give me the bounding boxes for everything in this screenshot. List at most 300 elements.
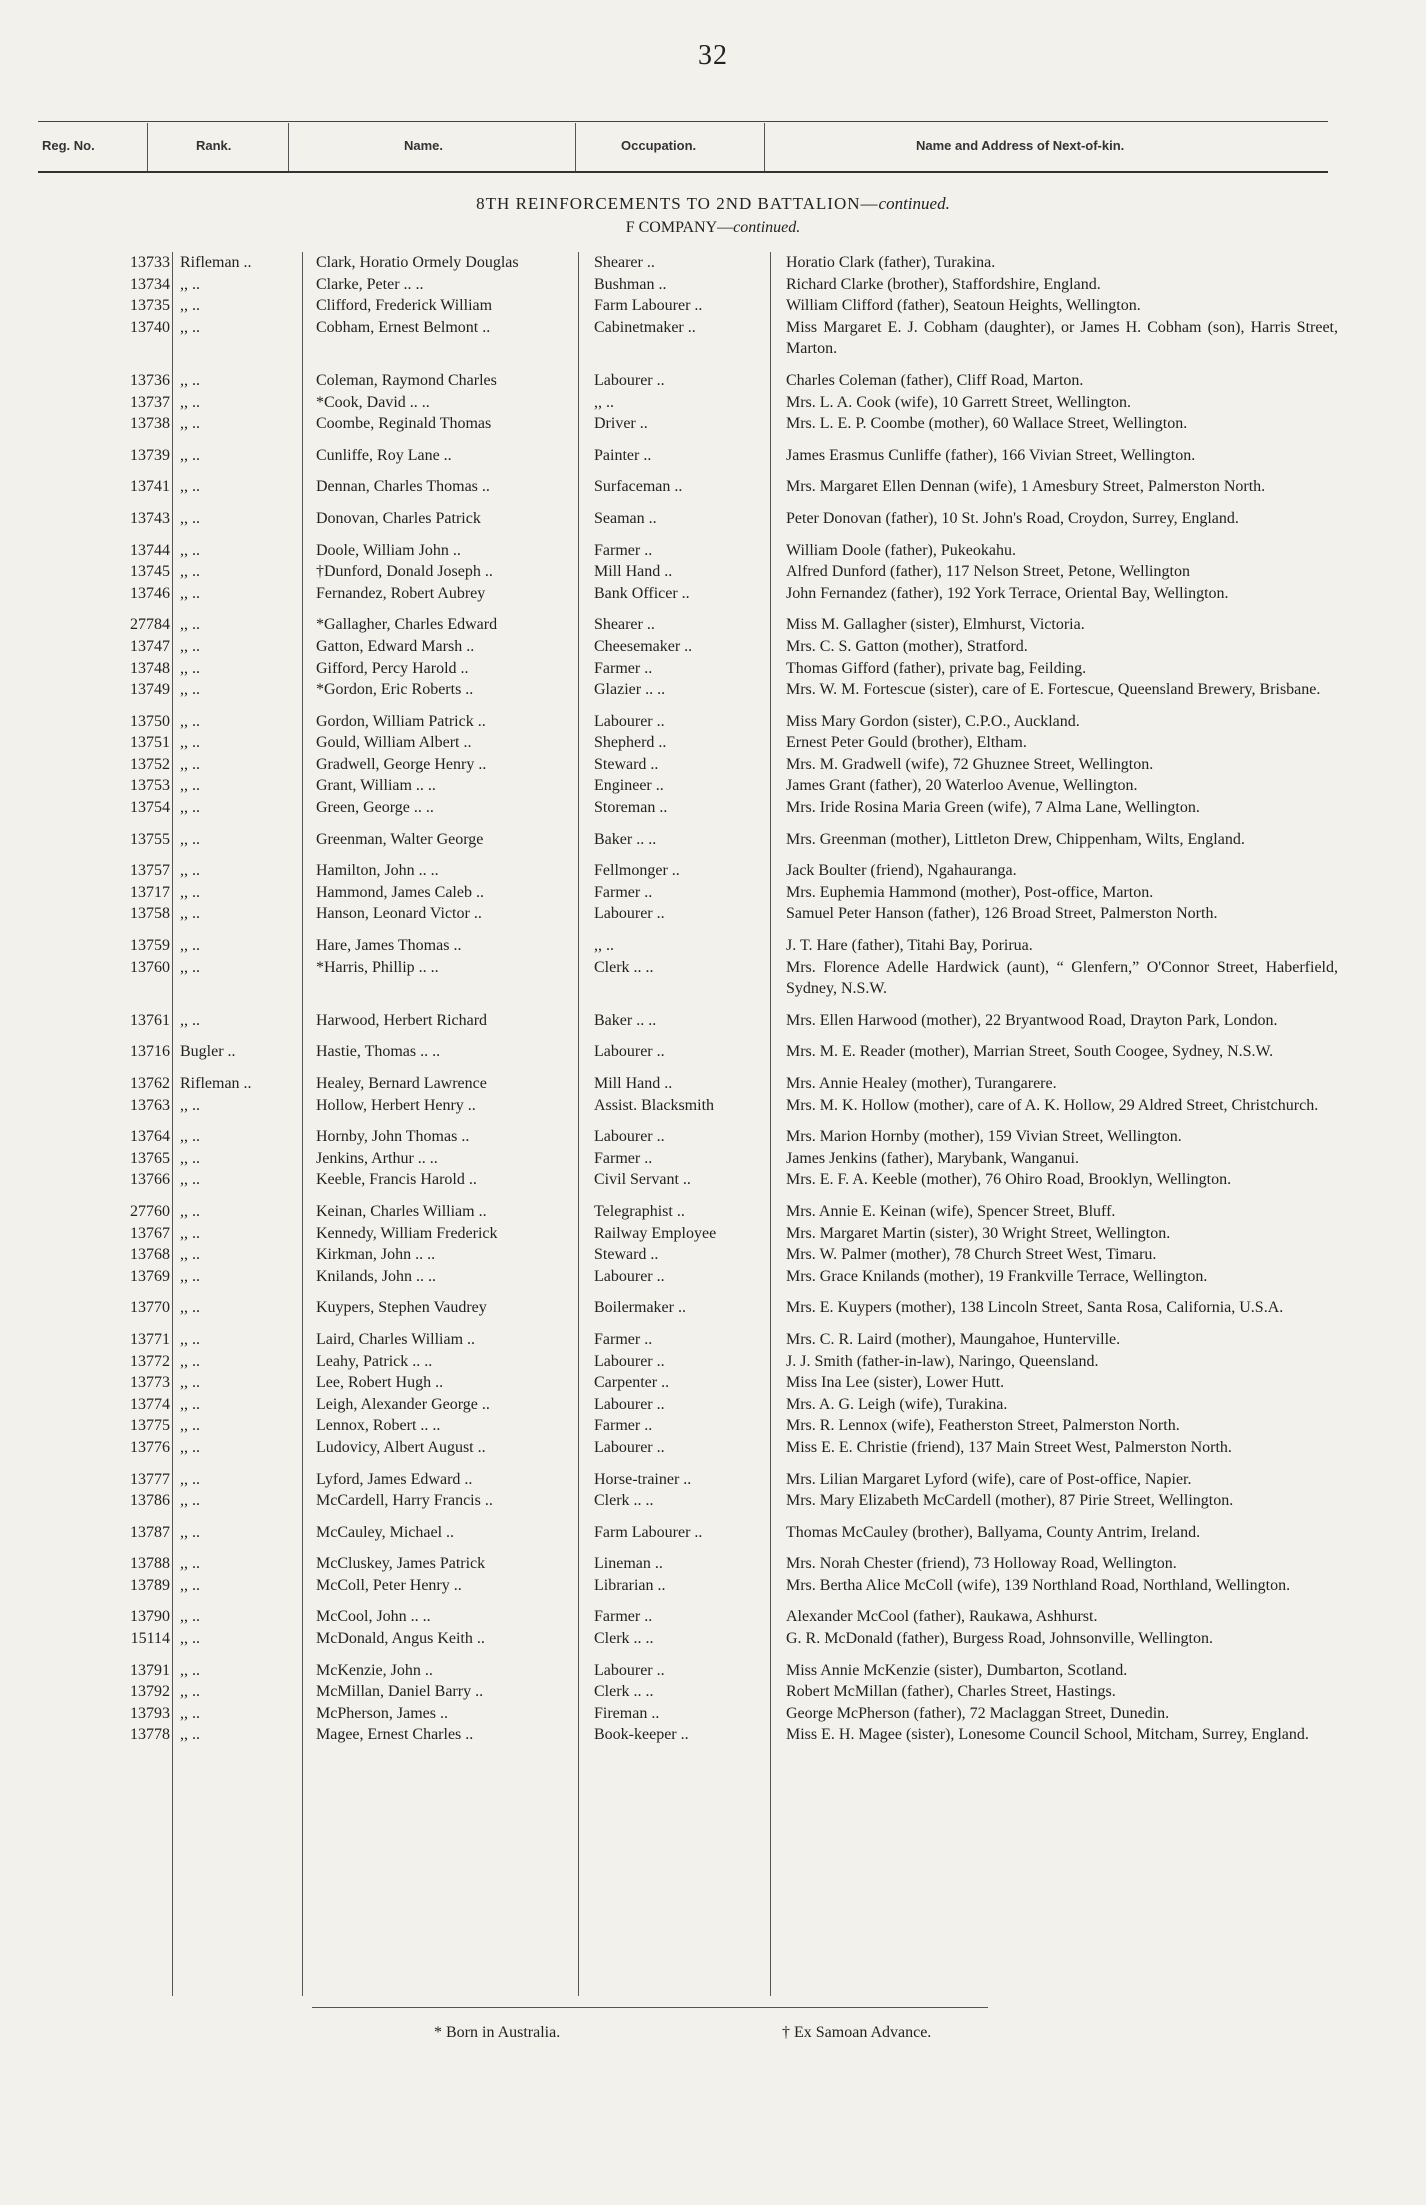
reg-no-cell: 13775 (130, 1417, 170, 1435)
next-of-kin-cell: J. T. Hare (father), Titahi Bay, Porirua. (786, 937, 1033, 955)
next-of-kin-cell: John Fernandez (father), 192 York Terrace, Oriental Bay, Wellington. (786, 584, 1229, 602)
name-cell: Clifford, Frederick William (316, 297, 493, 315)
table-row (0, 1703, 1426, 1725)
footnote-ex-samoan-advance: † Ex Samoan Advance. (782, 2024, 932, 2041)
column-divider (764, 123, 765, 171)
reg-no-cell: 13749 (130, 681, 170, 699)
rank-cell: ,, .. (180, 446, 200, 464)
next-of-kin-cell: Miss M. Gallagher (sister), Elmhurst, Victoria. (786, 616, 1085, 634)
name-cell: Hanson, Leonard Victor .. (316, 905, 482, 923)
rank-cell: ,, .. (180, 318, 200, 336)
name-cell: Leigh, Alexander George .. (316, 1395, 490, 1413)
name-cell: Fernandez, Robert Aubrey (316, 584, 486, 602)
name-cell: *Harris, Phillip .. .. (316, 958, 439, 976)
reg-no-cell: 13754 (130, 799, 170, 817)
occupation-cell: Baker .. .. (594, 830, 657, 848)
reg-no-cell: 13734 (130, 275, 170, 293)
reg-no-cell: 13792 (130, 1683, 170, 1701)
name-cell: Kirkman, John .. .. (316, 1246, 436, 1264)
table-row (0, 1628, 1426, 1650)
reg-no-cell: 13791 (130, 1661, 170, 1679)
header-reg-no: Reg. No. (42, 138, 95, 153)
rank-cell: ,, .. (180, 712, 200, 730)
table-row (0, 614, 1426, 636)
occupation-cell: Railway Employee (594, 1224, 717, 1242)
table-row (0, 1437, 1426, 1459)
next-of-kin-cell: James Grant (father), 20 Waterloo Avenue, Wellington. (786, 777, 1138, 795)
column-divider (147, 123, 148, 171)
header-next-of-kin: Name and Address of Next-of-kin. (916, 138, 1125, 153)
reg-no-cell: 13751 (130, 734, 170, 752)
next-of-kin-cell: Mrs. W. Palmer (mother), 78 Church Street West, Timaru. (786, 1246, 1157, 1264)
name-cell: Coombe, Reginald Thomas (316, 415, 492, 433)
occupation-cell: Surfaceman .. (594, 478, 683, 496)
rank-cell: ,, .. (180, 371, 200, 389)
rank-cell: ,, .. (180, 1330, 200, 1348)
rank-cell: ,, .. (180, 1417, 200, 1435)
name-cell: Knilands, John .. .. (316, 1267, 436, 1285)
occupation-cell: Farmer .. (594, 1608, 653, 1626)
next-of-kin-cell: Mrs. Marion Hornby (mother), 159 Vivian Street, Wellington. (786, 1128, 1182, 1146)
reg-no-cell: 13737 (130, 393, 170, 411)
reg-no-cell: 13745 (130, 563, 170, 581)
name-cell: McPherson, James .. (316, 1704, 448, 1722)
reg-no-cell: 13768 (130, 1246, 170, 1264)
next-of-kin-cell: Miss Margaret E. J. Cobham (daughter), or James H. Cobham (son), Harris Street, Marton. (786, 318, 1338, 358)
next-of-kin-cell: Miss E. E. Christie (friend), 137 Main Street West, Palmerston North. (786, 1438, 1232, 1456)
occupation-cell: Farmer .. (594, 883, 653, 901)
next-of-kin-cell: Mrs. Iride Rosina Maria Green (wife), 7 Alma Lane, Wellington. (786, 799, 1200, 817)
next-of-kin-cell: Mrs. Annie E. Keinan (wife), Spencer Street, Bluff. (786, 1202, 1116, 1220)
name-cell: Lee, Robert Hugh .. (316, 1374, 444, 1392)
rank-cell: ,, .. (180, 830, 200, 848)
table-row (0, 317, 1426, 360)
header-rule-bottom (38, 171, 1328, 173)
rank-cell: ,, .. (180, 862, 200, 880)
occupation-cell: Shearer .. (594, 254, 655, 271)
next-of-kin-cell: Peter Donovan (father), 10 St. John's Road, Croydon, Surrey, England. (786, 509, 1239, 527)
reg-no-cell: 13787 (130, 1523, 170, 1541)
rank-cell: ,, .. (180, 509, 200, 527)
name-cell: Magee, Ernest Charles .. (316, 1726, 474, 1744)
rank-cell: ,, .. (180, 1661, 200, 1679)
occupation-cell: Fellmonger .. (594, 862, 680, 880)
company-continued: continued. (733, 219, 801, 236)
table-row (0, 1469, 1426, 1491)
reg-no-cell: 13762 (130, 1075, 170, 1092)
occupation-cell: Assist. Blacksmith (594, 1096, 715, 1114)
company-subtitle (0, 219, 1426, 237)
reg-no-cell: 13789 (130, 1576, 170, 1594)
next-of-kin-cell: Mrs. M. K. Hollow (mother), care of A. K. Hollow, 29 Aldred Street, Christchurch. (786, 1096, 1319, 1114)
rank-cell: ,, .. (180, 905, 200, 923)
next-of-kin-cell: Mrs. Euphemia Hammond (mother), Post-office, Marton. (786, 883, 1154, 901)
table-row (0, 711, 1426, 733)
table-row (0, 1041, 1426, 1063)
name-cell: *Gallagher, Charles Edward (316, 616, 498, 634)
occupation-cell: Bushman .. (594, 275, 667, 293)
occupation-cell: Steward .. (594, 1246, 659, 1264)
header-name: Name. (404, 138, 444, 153)
next-of-kin-cell: Mrs. E. Kuypers (mother), 138 Lincoln Street, Santa Rosa, California, U.S.A. (786, 1299, 1284, 1317)
next-of-kin-cell: Mrs. A. G. Leigh (wife), Turakina. (786, 1395, 1008, 1413)
occupation-cell: Cabinetmaker .. (594, 318, 696, 336)
reg-no-cell: 13757 (130, 862, 170, 880)
next-of-kin-cell: Mrs. C. S. Gatton (mother), Stratford. (786, 637, 1028, 655)
reg-no-cell: 13771 (130, 1330, 170, 1348)
reg-no-cell: 13770 (130, 1299, 170, 1317)
reg-no-cell: 13743 (130, 509, 170, 527)
table-row (0, 1415, 1426, 1437)
table-row (0, 1223, 1426, 1245)
reg-no-cell: 13788 (130, 1555, 170, 1573)
reg-no-cell: 13752 (130, 755, 170, 773)
next-of-kin-cell: G. R. McDonald (father), Burgess Road, Johnsonville, Wellington. (786, 1630, 1213, 1648)
next-of-kin-cell: Miss Mary Gordon (sister), C.P.O., Auckland. (786, 712, 1080, 730)
reg-no-cell: 13736 (130, 371, 170, 389)
occupation-cell: Clerk .. .. (594, 958, 654, 976)
occupation-cell: Book-keeper .. (594, 1726, 689, 1744)
occupation-cell: ,, .. (594, 937, 614, 955)
occupation-cell: Lineman .. (594, 1555, 663, 1573)
reg-no-cell: 13769 (130, 1267, 170, 1285)
name-cell: Hornby, John Thomas .. (316, 1128, 470, 1146)
page-number: 32 (698, 40, 728, 71)
occupation-cell: Labourer .. (594, 712, 665, 730)
rank-cell: ,, .. (180, 616, 200, 634)
rank-cell: ,, .. (180, 1011, 200, 1029)
table-row (0, 1522, 1426, 1544)
table-row (0, 1169, 1426, 1191)
rank-cell: ,, .. (180, 1576, 200, 1594)
rank-cell: ,, .. (180, 1149, 200, 1167)
occupation-cell: Storeman .. (594, 799, 668, 817)
rank-cell: ,, .. (180, 563, 200, 581)
occupation-cell: Mill Hand .. (594, 1075, 673, 1092)
table-row (0, 1126, 1426, 1148)
name-cell: Gatton, Edward Marsh .. (316, 637, 475, 655)
rank-cell: ,, .. (180, 1096, 200, 1114)
reg-no-cell: 13758 (130, 905, 170, 923)
table-row (0, 583, 1426, 605)
next-of-kin-cell: Alfred Dunford (father), 117 Nelson Street, Petone, Wellington (786, 563, 1190, 581)
rank-cell: ,, .. (180, 1704, 200, 1722)
name-cell: Gradwell, George Henry .. (316, 755, 487, 773)
reg-no-cell: 13773 (130, 1374, 170, 1392)
rank-cell: ,, .. (180, 637, 200, 655)
reg-no-cell: 13738 (130, 415, 170, 433)
next-of-kin-cell: Horatio Clark (father), Turakina. (786, 254, 996, 271)
next-of-kin-cell: Mrs. W. M. Fortescue (sister), care of E. Fortescue, Queensland Brewery, Brisbane. (786, 681, 1321, 699)
table-row (0, 797, 1426, 819)
occupation-cell: Labourer .. (594, 1352, 665, 1370)
reg-no-cell: 13716 (130, 1043, 170, 1061)
reg-no-cell: 13740 (130, 318, 170, 336)
next-of-kin-cell: Jack Boulter (friend), Ngahauranga. (786, 862, 1017, 880)
reg-no-cell: 13772 (130, 1352, 170, 1370)
reg-no-cell: 13765 (130, 1149, 170, 1167)
rank-cell: ,, .. (180, 755, 200, 773)
footnote-rule (312, 2007, 988, 2008)
reg-no-cell: 13744 (130, 541, 170, 559)
header-rank: Rank. (196, 138, 232, 153)
occupation-cell: Seaman .. (594, 509, 657, 527)
rank-cell: ,, .. (180, 1470, 200, 1488)
next-of-kin-cell: Mrs. Lilian Margaret Lyford (wife), care of Post-office, Napier. (786, 1470, 1192, 1488)
name-cell: Gould, William Albert .. (316, 734, 472, 752)
rank-cell: ,, .. (180, 883, 200, 901)
table-row (0, 540, 1426, 562)
name-cell: Cobham, Ernest Belmont .. (316, 318, 491, 336)
rank-cell: ,, .. (180, 1555, 200, 1573)
next-of-kin-cell: Mrs. M. E. Reader (mother), Marrian Street, South Coogee, Sydney, N.S.W. (786, 1043, 1274, 1061)
table-row (0, 508, 1426, 530)
reg-no-cell: 13777 (130, 1470, 170, 1488)
name-cell: Gifford, Percy Harold .. (316, 659, 469, 677)
next-of-kin-cell: J. J. Smith (father-in-law), Naringo, Queensland. (786, 1352, 1099, 1370)
occupation-cell: Labourer .. (594, 1267, 665, 1285)
next-of-kin-cell: Miss Ina Lee (sister), Lower Hutt. (786, 1374, 1005, 1392)
next-of-kin-cell: Charles Coleman (father), Cliff Road, Marton. (786, 371, 1084, 389)
table-row (0, 829, 1426, 851)
rank-cell: ,, .. (180, 393, 200, 411)
name-cell: McCauley, Michael .. (316, 1523, 455, 1541)
occupation-cell: Clerk .. .. (594, 1492, 654, 1510)
table-row (0, 1266, 1426, 1288)
reg-no-cell: 13766 (130, 1171, 170, 1189)
reg-no-cell: 13764 (130, 1128, 170, 1146)
occupation-cell: Engineer .. (594, 777, 664, 795)
reg-no-cell: 13776 (130, 1438, 170, 1456)
occupation-cell: Baker .. .. (594, 1011, 657, 1029)
rank-cell: ,, .. (180, 1726, 200, 1744)
table-row (0, 1575, 1426, 1597)
rank-cell: ,, .. (180, 1438, 200, 1456)
next-of-kin-cell: Thomas McCauley (brother), Ballyama, County Antrim, Ireland. (786, 1523, 1201, 1541)
occupation-cell: Carpenter .. (594, 1374, 670, 1392)
rank-cell: Rifleman .. (180, 254, 252, 271)
reg-no-cell: 13760 (130, 958, 170, 976)
rank-cell: Bugler .. (180, 1043, 236, 1061)
next-of-kin-cell: George McPherson (father), 72 Maclaggan Street, Dunedin. (786, 1704, 1170, 1722)
table-row (0, 1201, 1426, 1223)
occupation-cell: Labourer .. (594, 1438, 665, 1456)
next-of-kin-cell: Mrs. Margaret Martin (sister), 30 Wright Street, Wellington. (786, 1224, 1171, 1242)
rank-cell: ,, .. (180, 958, 200, 976)
rank-cell: ,, .. (180, 799, 200, 817)
occupation-cell: Glazier .. .. (594, 681, 666, 699)
table-row (0, 1606, 1426, 1628)
rank-cell: ,, .. (180, 1492, 200, 1510)
name-cell: McColl, Peter Henry .. (316, 1576, 462, 1594)
name-cell: McDonald, Angus Keith .. (316, 1630, 485, 1648)
occupation-cell: Librarian .. (594, 1576, 666, 1594)
footnote-born-in-australia: * Born in Australia. (434, 2024, 561, 2041)
table-row (0, 370, 1426, 392)
name-cell: Harwood, Herbert Richard (316, 1011, 488, 1029)
rank-cell: ,, .. (180, 1374, 200, 1392)
reg-no-cell: 13733 (130, 254, 170, 271)
name-cell: Green, George .. .. (316, 799, 434, 817)
next-of-kin-cell: Mrs. Greenman (mother), Littleton Drew, Chippenham, Wilts, England. (786, 830, 1245, 848)
next-of-kin-cell: Mrs. L. A. Cook (wife), 10 Garrett Street, Wellington. (786, 393, 1132, 411)
name-cell: Gordon, William Patrick .. (316, 712, 486, 730)
occupation-cell: Farmer .. (594, 659, 653, 677)
table-row (0, 1244, 1426, 1266)
next-of-kin-cell: Ernest Peter Gould (brother), Eltham. (786, 734, 1027, 752)
table-row (0, 1394, 1426, 1416)
rank-cell: ,, .. (180, 777, 200, 795)
occupation-cell: Bank Officer .. (594, 584, 690, 602)
table-row (0, 636, 1426, 658)
next-of-kin-cell: William Doole (father), Pukeokahu. (786, 541, 1016, 559)
table-row (0, 561, 1426, 583)
occupation-cell: Shepherd .. (594, 734, 667, 752)
occupation-cell: Clerk .. .. (594, 1630, 654, 1648)
rank-cell: Rifleman .. (180, 1075, 252, 1092)
occupation-cell: Farmer .. (594, 1330, 653, 1348)
rank-cell: ,, .. (180, 734, 200, 752)
header-occupation: Occupation. (621, 138, 697, 153)
name-cell: Leahy, Patrick .. .. (316, 1352, 433, 1370)
reg-no-cell: 13774 (130, 1395, 170, 1413)
next-of-kin-cell: Mrs. M. Gradwell (wife), 72 Ghuznee Street, Wellington. (786, 755, 1154, 773)
reg-no-cell: 13717 (130, 883, 170, 901)
reg-no-cell: 13755 (130, 830, 170, 848)
table-row (0, 1095, 1426, 1117)
occupation-cell: Civil Servant .. (594, 1171, 691, 1189)
next-of-kin-cell: Mrs. Margaret Ellen Dennan (wife), 1 Amesbury Street, Palmerston North. (786, 478, 1266, 496)
table-row (0, 295, 1426, 317)
occupation-cell: Farmer .. (594, 1149, 653, 1167)
next-of-kin-cell: Mrs. Bertha Alice McColl (wife), 139 Northland Road, Northland, Wellington. (786, 1576, 1291, 1594)
name-cell: Clark, Horatio Ormely Douglas (316, 254, 519, 271)
rank-cell: ,, .. (180, 1608, 200, 1626)
rank-cell: ,, .. (180, 1224, 200, 1242)
occupation-cell: Shearer .. (594, 616, 655, 634)
rank-cell: ,, .. (180, 1202, 200, 1220)
occupation-cell: Painter .. (594, 446, 652, 464)
next-of-kin-cell: James Jenkins (father), Marybank, Wanganui. (786, 1149, 1079, 1167)
table-row (0, 1297, 1426, 1319)
next-of-kin-cell: Alexander McCool (father), Raukawa, Ashhurst. (786, 1608, 1098, 1626)
next-of-kin-cell: Mrs. L. E. P. Coombe (mother), 60 Wallace Street, Wellington. (786, 415, 1188, 433)
name-cell: Kuypers, Stephen Vaudrey (316, 1299, 487, 1317)
name-cell: Healey, Bernard Lawrence (316, 1075, 487, 1092)
rank-cell: ,, .. (180, 415, 200, 433)
reg-no-cell: 13778 (130, 1726, 170, 1744)
name-cell: Dennan, Charles Thomas .. (316, 478, 490, 496)
occupation-cell: Labourer .. (594, 371, 665, 389)
occupation-cell: Fireman .. (594, 1704, 660, 1722)
table-row (0, 754, 1426, 776)
name-cell: Coleman, Raymond Charles (316, 371, 497, 389)
name-cell: McCardell, Harry Francis .. (316, 1492, 493, 1510)
table-row (0, 882, 1426, 904)
occupation-cell: Driver .. (594, 415, 648, 433)
occupation-cell: Mill Hand .. (594, 563, 673, 581)
rank-cell: ,, .. (180, 681, 200, 699)
table-row (0, 1351, 1426, 1373)
company-name: F COMPANY— (625, 219, 734, 236)
reg-no-cell: 13759 (130, 937, 170, 955)
next-of-kin-cell: Mrs. C. R. Laird (mother), Maungahoe, Hunterville. (786, 1330, 1121, 1348)
next-of-kin-cell: William Clifford (father), Seatoun Heights, Wellington. (786, 297, 1141, 315)
table-row (0, 413, 1426, 435)
occupation-cell: Clerk .. .. (594, 1683, 654, 1701)
table-row (0, 1148, 1426, 1170)
name-cell: Hammond, James Caleb .. (316, 883, 484, 901)
occupation-cell: Boilermaker .. (594, 1299, 686, 1317)
reg-no-cell: 27760 (130, 1202, 170, 1220)
reg-no-cell: 15114 (130, 1630, 170, 1648)
table-row (0, 1490, 1426, 1512)
table-row (0, 476, 1426, 498)
reg-no-cell: 13746 (130, 584, 170, 602)
name-cell: Cunliffe, Roy Lane .. (316, 446, 452, 464)
reg-no-cell: 13753 (130, 777, 170, 795)
name-cell: Clarke, Peter .. .. (316, 275, 424, 293)
name-cell: Jenkins, Arthur .. .. (316, 1149, 438, 1167)
next-of-kin-cell: Mrs. E. F. A. Keeble (mother), 76 Ohiro Road, Brooklyn, Wellington. (786, 1171, 1232, 1189)
occupation-cell: Labourer .. (594, 1661, 665, 1679)
column-divider (288, 123, 289, 171)
occupation-cell: Labourer .. (594, 1043, 665, 1061)
name-cell: Lennox, Robert .. .. (316, 1417, 441, 1435)
reg-no-cell: 13786 (130, 1492, 170, 1510)
next-of-kin-cell: Robert McMillan (father), Charles Street, Hastings. (786, 1683, 1116, 1701)
reg-no-cell: 27784 (130, 616, 170, 634)
name-cell: Hastie, Thomas .. .. (316, 1043, 441, 1061)
table-row (0, 1681, 1426, 1703)
name-cell: Keeble, Francis Harold .. (316, 1171, 477, 1189)
table-row (0, 252, 1426, 274)
next-of-kin-cell: Samuel Peter Hanson (father), 126 Broad Street, Palmerston North. (786, 905, 1218, 923)
next-of-kin-cell: James Erasmus Cunliffe (father), 166 Vivian Street, Wellington. (786, 446, 1196, 464)
reg-no-cell: 13767 (130, 1224, 170, 1242)
reg-no-cell: 13790 (130, 1608, 170, 1626)
rank-cell: ,, .. (180, 478, 200, 496)
next-of-kin-cell: Mrs. Florence Adelle Hardwick (aunt), “ Glenfern,” O'Connor Street, Haberfield, Sydney, N.S.W. (786, 958, 1338, 998)
reg-no-cell: 13747 (130, 637, 170, 655)
reg-no-cell: 13750 (130, 712, 170, 730)
name-cell: Kennedy, William Frederick (316, 1224, 498, 1242)
name-cell: †Dunford, Donald Joseph .. (316, 563, 493, 581)
occupation-cell: Cheesemaker .. (594, 637, 693, 655)
name-cell: Hamilton, John .. .. (316, 862, 439, 880)
rank-cell: ,, .. (180, 1246, 200, 1264)
table-row (0, 1073, 1426, 1095)
name-cell: McKenzie, John .. (316, 1661, 433, 1679)
next-of-kin-cell: Richard Clarke (brother), Staffordshire, England. (786, 275, 1101, 293)
section-title (0, 194, 1426, 214)
table-row (0, 445, 1426, 467)
name-cell: Greenman, Walter George (316, 830, 484, 848)
name-cell: McMillan, Daniel Barry .. (316, 1683, 484, 1701)
rank-cell: ,, .. (180, 541, 200, 559)
next-of-kin-cell: Thomas Gifford (father), private bag, Feilding. (786, 659, 1087, 677)
rank-cell: ,, .. (180, 1352, 200, 1370)
name-cell: Keinan, Charles William .. (316, 1202, 487, 1220)
table-row (0, 1010, 1426, 1032)
name-cell: Ludovicy, Albert August .. (316, 1438, 486, 1456)
table-row (0, 860, 1426, 882)
table-row (0, 1372, 1426, 1394)
reg-no-cell: 13748 (130, 659, 170, 677)
rank-cell: ,, .. (180, 1630, 200, 1648)
name-cell: Hollow, Herbert Henry .. (316, 1096, 476, 1114)
occupation-cell: Horse-trainer .. (594, 1470, 692, 1488)
